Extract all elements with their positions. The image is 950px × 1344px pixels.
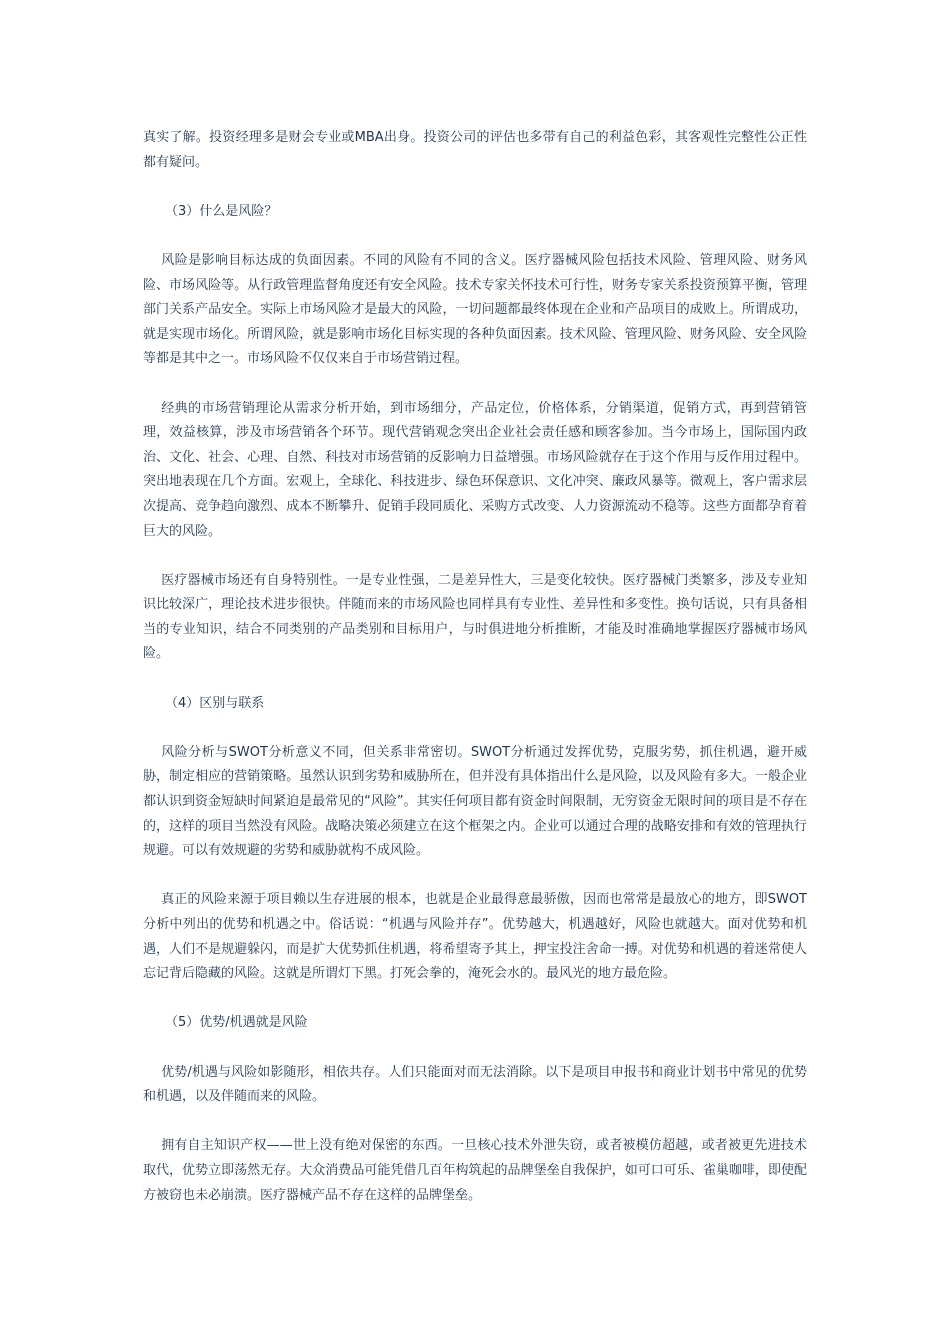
document-body bbox=[143, 126, 807, 1233]
section-heading-advantage-is-risk: （5）优势/机遇就是风险 bbox=[165, 1015, 308, 1031]
section-heading-what-is-risk: （3）什么是风险？ bbox=[165, 203, 278, 219]
paragraph-medical-device-market: 医疗器械市场还有自身特别性。一是专业性强，二是差异性大，三是变化较快。医疗器械门类繁多，涉及专业知识比较深广，理论技术进步很快。伴随而来的市场风险也同样具有专业性、差异性和多变性。换句话说，只有具备相当的专业知识，结合不同类别的产品类别和目标用户，与时俱进地分析推断，才能及时准确地掌握医疗器械市场风险。 bbox=[143, 572, 807, 662]
paragraph-intellectual-property: 拥有自主知识产权——世上没有绝对保密的东西。一旦核心技术外泄失窃，或者被模仿超越，或者被更先进技术取代，优势立即荡然无存。大众消费品可能凭借几百年构筑起的品牌堡垒自我保护，如可口可乐、雀巢咖啡，即使配方被窃也未必崩溃。医疗器械产品不存在这样的品牌堡垒。 bbox=[143, 1138, 807, 1203]
section-heading-difference-and-connection: （4）区别与联系 bbox=[165, 695, 265, 711]
paragraph-risk-vs-swot: 风险分析与SWOT分析意义不同，但关系非常密切。SWOT分析通过发挥优势，克服劣势，抓住机遇，避开威胁，制定相应的营销策略。虽然认识到劣势和威胁所在，但并没有具体指出什么是风险，以及风险有多大。一般企业都认识到资金短缺时间紧迫是最常见的“风险”。其实任何项目都有资金时间限制，无穷资金无限时间的项目是不存在的，这样的项目当然没有风险。战略决策必须建立在这个框架之内。企业可以通过合理的战略安排和有效的管理执行规避。可以有效规避的劣势和威胁就构不成风险。 bbox=[143, 744, 807, 859]
paragraph-risk-definition: 风险是影响目标达成的负面因素。不同的风险有不同的含义。医疗器械风险包括技术风险、管理风险、财务风险、市场风险等。从行政管理监督角度还有安全风险。技术专家关怀技术可行性，财务专家关系投资预算平衡，管理部门关系产品安全。实际上市场风险才是最大的风险，一切问题都最终体现在企业和产品项目的成败上。所谓成功，就是实现市场化。所谓风险，就是影响市场化目标实现的各种负面因素。技术风险、管理风险、财务风险、安全风险等都是其中之一。市场风险不仅仅来自于市场营销过程。 bbox=[143, 252, 807, 367]
paragraph-real-risk-source: 真正的风险来源于项目赖以生存进展的根本，也就是企业最得意最骄傲，因而也常常是最放心的地方，即SWOT分析中列出的优势和机遇之中。俗话说：“机遇与风险并存”。优势越大，机遇越好，风险也就越大。面对优势和机遇，人们不是规避躲闪，而是扩大优势抓住机遇，将希望寄予其上，押宝投注舍命一搏。对优势和机遇的着迷常使人忘记背后隐藏的风险。这就是所谓灯下黑。打死会拳的，淹死会水的。最风光的地方最危险。 bbox=[143, 892, 807, 982]
paragraph-advantage-risk-coexist: 优势/机遇与风险如影随形，相依共存。人们只能面对而无法消除。以下是项目申报书和商业计划书中常见的优势和机遇，以及伴随而来的风险。 bbox=[143, 1064, 807, 1105]
paragraph-intro-continuation: 真实了解。投资经理多是财会专业或MBA出身。投资公司的评估也多带有自己的利益色彩，其客观性完整性公正性都有疑问。 bbox=[143, 130, 807, 170]
paragraph-marketing-theory: 经典的市场营销理论从需求分析开始，到市场细分，产品定位，价格体系，分销渠道，促销方式，再到营销管理，效益核算，涉及市场营销各个环节。现代营销观念突出企业社会责任感和顾客参加。当今市场上，国际国内政治、文化、社会、心理、自然、科技对市场营销的反影响力日益增强。市场风险就存在于这个作用与反作用过程中。突出地表现在几个方面。宏观上，全球化、科技进步、绿色环保意识、文化冲突、廉政风暴等。微观上，客户需求层次提高、竞争趋向激烈、成本不断攀升、促销手段同质化、采购方式改变、人力资源流动不稳等。这些方面都孕育着巨大的风险。 bbox=[143, 400, 807, 539]
